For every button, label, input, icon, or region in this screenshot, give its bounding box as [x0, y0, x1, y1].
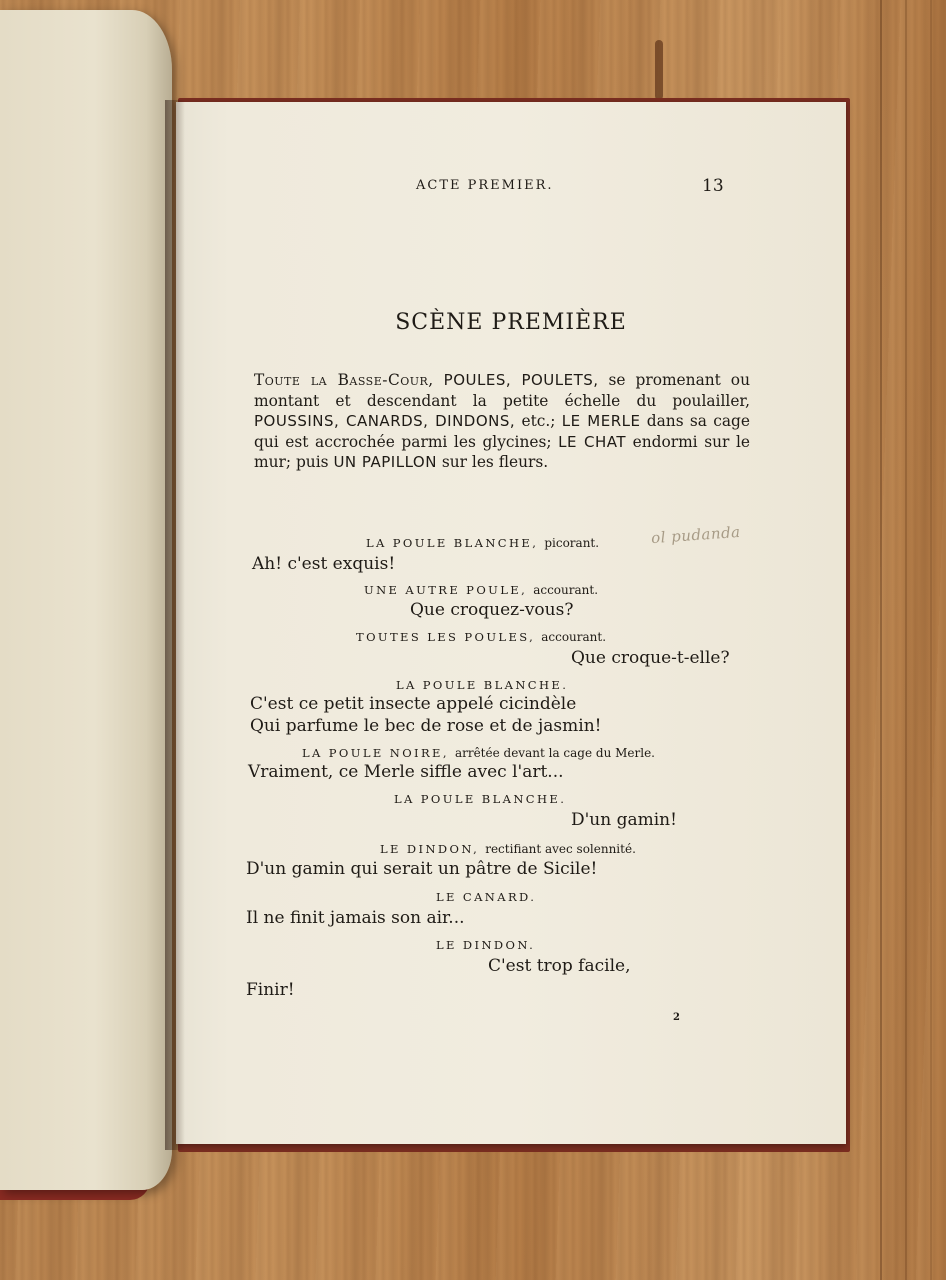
- stage-direction-part: POUSSINS, CANARDS, DINDONS,: [254, 412, 516, 430]
- speaker-label: [436, 890, 536, 904]
- speaker-name: LA POULE BLANCHE.: [394, 792, 567, 806]
- speaker-direction: picorant.: [544, 536, 600, 550]
- stage-direction-part: sur les fleurs.: [441, 453, 549, 471]
- speaker-label: [394, 792, 566, 806]
- speaker-direction: rectifiant avec solennité.: [485, 842, 636, 856]
- stage-direction-part: POULES, POULETS,: [443, 371, 599, 389]
- speaker-label: [356, 630, 606, 644]
- dialogue-line: Que croque-t-elle?: [571, 648, 730, 668]
- speaker-direction: accourant.: [541, 630, 607, 644]
- speaker-label: [396, 678, 568, 692]
- stage-direction-part: Toute la Basse-Cour,: [254, 371, 434, 389]
- stage-direction-part: LE CHAT: [558, 432, 626, 451]
- dialogue-line: Finir!: [246, 980, 295, 1000]
- left-page: [0, 10, 172, 1190]
- scene-title: SCÈNE PREMIÈRE: [395, 310, 627, 335]
- speaker-name: LA POULE BLANCHE,: [366, 536, 539, 550]
- dialogue-line: D'un gamin!: [571, 810, 677, 830]
- stage-direction-part: endormi sur le mur; puis: [254, 432, 750, 471]
- speaker-label: [364, 583, 598, 597]
- speaker-label: [302, 746, 655, 760]
- spine-shadow: [165, 100, 185, 1150]
- dialogue-line: Vraiment, ce Merle siffle avec l'art...: [248, 762, 564, 782]
- speaker-name: LA POULE BLANCHE.: [396, 678, 569, 692]
- speaker-label: [436, 938, 535, 952]
- speaker-name: LA POULE NOIRE,: [302, 746, 449, 760]
- stage-direction-part: LE MERLE: [561, 412, 641, 430]
- dialogue-line: Qui parfume le bec de rose et de jasmin!: [250, 716, 602, 736]
- speaker-name: LE DINDON,: [380, 842, 480, 856]
- speaker-name: LE CANARD.: [436, 890, 537, 904]
- signature-mark: 2: [673, 1012, 680, 1023]
- dialogue-line: D'un gamin qui serait un pâtre de Sicile!: [246, 859, 598, 879]
- dialogue-line: Ah! c'est exquis!: [252, 554, 396, 574]
- dialogue-line: C'est ce petit insecte appelé cicindèle: [250, 694, 577, 714]
- book-page: [176, 102, 846, 1144]
- dialogue-line: Il ne finit jamais son air...: [246, 908, 465, 928]
- stage-direction-part: dans sa cage qui est accrochée parmi les glycines;: [254, 412, 751, 451]
- stage-direction-part: etc.;: [521, 412, 556, 430]
- speaker-label: [380, 842, 636, 856]
- speaker-name: TOUTES LES POULES,: [356, 630, 536, 644]
- speaker-direction: arrêtée devant la cage du Merle.: [454, 746, 655, 760]
- dialogue-line: C'est trop facile,: [488, 956, 631, 976]
- speaker-name: LE DINDON.: [436, 938, 536, 952]
- dialogue-line: Que croquez-vous?: [410, 600, 574, 620]
- running-title: ACTE PREMIER.: [416, 178, 554, 193]
- speaker-direction: accourant.: [533, 583, 599, 597]
- pencil-annotation: ol pudanda: [650, 522, 742, 548]
- stage-direction: [254, 370, 750, 473]
- stage-direction-part: UN PAPILLON: [333, 453, 437, 471]
- speaker-label: [366, 536, 599, 550]
- stage-direction-part: se promenant ou montant et descendant la petite échelle du poulailler,: [254, 371, 750, 410]
- speaker-name: UNE AUTRE POULE,: [364, 583, 528, 597]
- page-number: 13: [702, 176, 724, 196]
